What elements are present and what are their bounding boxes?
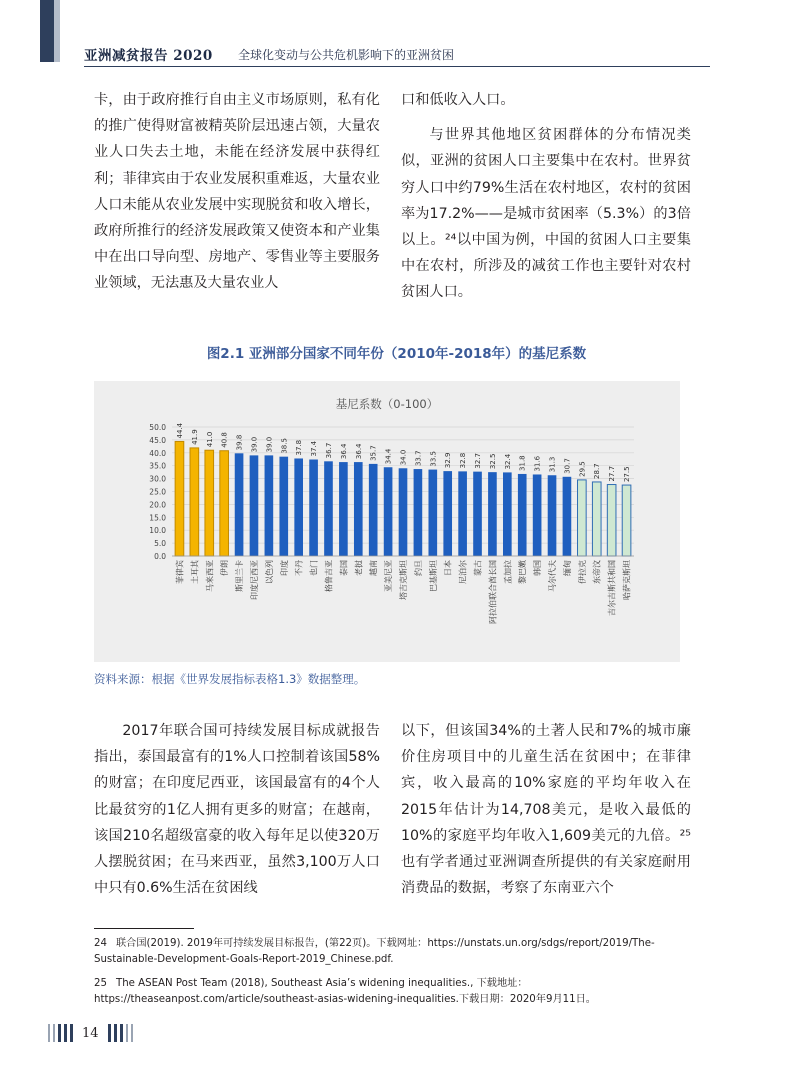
bar <box>488 472 497 556</box>
data-label: 39.8 <box>235 434 244 451</box>
data-label: 32.7 <box>474 453 483 469</box>
data-label: 27.7 <box>608 465 617 482</box>
data-label: 31.3 <box>548 456 557 473</box>
x-tick-label: 亚美尼亚 <box>384 560 394 592</box>
data-label: 40.8 <box>220 432 229 448</box>
data-label: 34.0 <box>399 449 408 466</box>
data-label: 29.5 <box>578 461 587 477</box>
paragraph: 2017年联合国可持续发展目标成就报告指出，泰国最富有的1%人口控制着该国58%的财富；在印度尼西亚，该国最富有的4个人比最贫穷的1亿人拥有更多的财富；在越南，该国210名超级富豪的收入每年足以使320万人摆脱贫困；在马来西亚，虽然3,100万人口中只有0.6%生活在贫困线 <box>94 723 380 897</box>
bar <box>533 474 542 556</box>
running-header-subtitle: 全球化变动与公共危机影响下的亚洲贫困 <box>238 48 455 62</box>
x-tick-label: 伊拉克 <box>577 560 587 584</box>
x-tick-label: 马来西亚 <box>205 560 215 592</box>
data-label: 33.5 <box>429 450 438 467</box>
x-tick-label: 也门 <box>309 560 319 576</box>
x-tick-label: 尼泊尔 <box>458 560 468 584</box>
bar <box>607 485 616 556</box>
data-label: 44.4 <box>175 422 184 439</box>
y-tick-label: 15.0 <box>149 513 166 523</box>
page-footer <box>48 1024 133 1042</box>
data-label: 36.4 <box>354 443 363 460</box>
data-label: 32.5 <box>488 453 497 470</box>
bar <box>250 455 259 556</box>
paragraph: 与世界其他地区贫困群体的分布情况类似，亚洲的贫困人口主要集中在农村。世界贫穷人口中约79%生活在农村地区，农村的贫困率为17.2%——是城市贫困率（5.3%）的3倍以上。²⁴以中国为例，中国的贫困人口主要集中在农村，所涉及的减贫工作也主要针对农村贫困人口。 <box>401 127 691 301</box>
data-label: 38.5 <box>280 438 289 454</box>
data-label: 27.5 <box>623 466 632 483</box>
chart-panel <box>94 381 680 662</box>
x-tick-label: 日本 <box>443 560 453 576</box>
data-label: 28.7 <box>593 463 602 479</box>
x-tick-label: 格鲁吉亚 <box>324 560 334 592</box>
bar <box>175 441 184 556</box>
x-tick-label: 印度 <box>279 560 289 576</box>
x-tick-label: 越南 <box>369 560 379 576</box>
bar <box>205 450 214 556</box>
body-column-right-top <box>401 87 691 306</box>
y-tick-label: 10.0 <box>149 526 166 536</box>
bar <box>190 448 199 556</box>
x-tick-label: 不丹 <box>294 560 304 576</box>
data-label: 32.9 <box>444 452 453 469</box>
data-label: 41.9 <box>190 429 199 445</box>
x-tick-label: 塔吉克斯坦 <box>399 560 408 600</box>
bar <box>563 477 572 556</box>
data-label: 39.0 <box>265 436 274 453</box>
data-label: 34.4 <box>384 448 393 465</box>
x-tick-label: 泰国 <box>339 560 349 576</box>
body-column-left-top <box>94 87 380 297</box>
data-label: 35.7 <box>369 445 378 461</box>
bar <box>518 474 527 556</box>
y-tick-label: 35.0 <box>149 461 166 471</box>
y-tick-label: 30.0 <box>149 474 166 484</box>
x-tick-label: 韩国 <box>533 560 543 576</box>
running-header-title: 亚洲减贫报告 2020 <box>84 48 213 64</box>
bar <box>309 460 318 556</box>
header-accent-bar-light <box>54 0 60 62</box>
footer-ticks-right <box>108 1024 133 1042</box>
bar <box>384 467 393 556</box>
bar <box>622 485 631 556</box>
footnote-text: The ASEAN Post Team (2018), Southeast Asia’s widening inequalities., 下载地址： https://theaseanpost.com/article/southeast-asias-widening-inequalities.下载日期：2020年9月11日。 <box>94 978 596 1005</box>
header-rule <box>84 66 710 67</box>
data-label: 32.4 <box>503 453 512 470</box>
x-tick-label: 蒙古 <box>473 560 483 576</box>
body-column-right-bottom <box>401 718 691 901</box>
y-tick-label: 40.0 <box>149 448 166 458</box>
bar <box>294 458 303 556</box>
y-tick-label: 0.0 <box>154 552 166 561</box>
bar <box>548 475 557 556</box>
bar <box>458 471 467 556</box>
x-tick-label: 菲律宾 <box>175 560 185 584</box>
x-tick-label: 东帝汶 <box>592 560 602 584</box>
data-label: 37.4 <box>310 440 319 457</box>
data-label: 32.8 <box>459 452 468 469</box>
x-tick-label: 吉尔吉斯共和国 <box>607 560 617 616</box>
data-label: 31.8 <box>518 455 527 471</box>
x-tick-label: 巴基斯坦 <box>428 560 438 592</box>
footer-ticks-left <box>48 1024 73 1042</box>
bar <box>279 457 288 556</box>
bar <box>354 462 363 556</box>
paragraph-continuation: 口和低收入人口。 <box>401 92 515 108</box>
paragraph-continuation: 以下，但该国34%的土著人民和7%的城市廉价住房项目中的儿童生活在贫困中；在菲律宾，收入最高的10%家庭的平均年收入在2015年估计为14,708美元，是收入最低的10%的家庭平均年收入1,609美元的九倍。²⁵也有学者通过亚洲调查所提供的有关家庭耐用消费品的数据，考察了东南亚六个 <box>401 723 691 897</box>
bar <box>220 451 229 556</box>
x-tick-label: 孟加拉 <box>503 560 513 584</box>
bar <box>324 461 333 556</box>
bar <box>235 453 244 556</box>
data-label: 37.8 <box>295 439 304 456</box>
body-column-left-bottom <box>94 718 380 901</box>
x-tick-label: 伊朗 <box>220 560 230 576</box>
footnote-number: 24 <box>94 938 107 949</box>
bar <box>399 468 408 556</box>
data-label: 30.7 <box>563 458 572 474</box>
bar <box>339 462 348 556</box>
bar <box>473 472 482 556</box>
data-label: 41.0 <box>205 431 214 448</box>
x-tick-label: 哈萨克斯坦 <box>622 560 632 600</box>
footnote-text: 联合国(2019). 2019年可持续发展目标报告，(第22页)。下载网址：https://unstats.un.org/sdgs/report/2019/The-Sustainable-Development-Goals-Report-2019_Chinese.pdf. <box>94 938 655 965</box>
x-tick-label: 约旦 <box>413 560 423 576</box>
bar <box>592 482 601 556</box>
x-tick-label: 土耳其 <box>190 560 200 584</box>
header-accent-bar <box>40 0 54 62</box>
bar <box>443 471 452 556</box>
gini-bar-chart <box>94 381 680 662</box>
bar <box>369 464 378 556</box>
x-tick-label: 黎巴嫩 <box>518 560 528 584</box>
x-tick-label: 斯里兰卡 <box>235 560 245 592</box>
y-tick-label: 25.0 <box>149 487 166 497</box>
bar <box>428 470 437 556</box>
bar <box>578 480 587 556</box>
y-tick-label: 20.0 <box>149 500 166 510</box>
paragraph: 卡，由于政府推行自由主义市场原则，私有化的推广使得财富被精英阶层迅速占领，大量农业人口失去土地，未能在经济发展中获得红利；菲律宾由于农业发展积重难返，大量农业人口未能从农业发展中实现脱贫和收入增长，政府所推行的经济发展政策又使资本和产业集中在出口导向型、房地产、零售业等主要服务业领域，无法惠及大量农业人 <box>94 92 380 292</box>
bar <box>265 455 274 556</box>
x-tick-label: 缅甸 <box>562 560 572 576</box>
figure-title: 图2.1 亚洲部分国家不同年份（2010年-2018年）的基尼系数 <box>206 346 587 362</box>
page-number: 14 <box>82 1025 99 1041</box>
y-tick-label: 45.0 <box>149 435 166 445</box>
data-label: 39.0 <box>250 436 259 453</box>
x-tick-label: 印度尼西亚 <box>249 560 259 600</box>
footnote-rule <box>94 928 194 929</box>
data-label: 33.7 <box>414 450 423 467</box>
x-tick-label: 马尔代夫 <box>548 560 558 592</box>
data-label: 36.4 <box>339 443 348 460</box>
footnote <box>94 976 694 1008</box>
footnote <box>94 936 694 968</box>
figure-source: 资料来源：根据《世界发展指标表格1.3》数据整理。 <box>94 672 366 686</box>
y-tick-label: 5.0 <box>154 539 166 549</box>
data-label: 31.6 <box>533 455 542 472</box>
footnote-number: 25 <box>94 978 107 989</box>
bar <box>503 472 512 556</box>
x-tick-label: 阿拉伯联合酋长国 <box>488 560 498 624</box>
x-tick-label: 以色列 <box>264 560 274 584</box>
chart-title: 基尼系数（0-100） <box>335 397 439 411</box>
data-label: 36.7 <box>324 442 333 459</box>
bar <box>414 469 423 556</box>
y-tick-label: 50.0 <box>149 423 166 432</box>
x-tick-label: 老挝 <box>354 560 364 576</box>
